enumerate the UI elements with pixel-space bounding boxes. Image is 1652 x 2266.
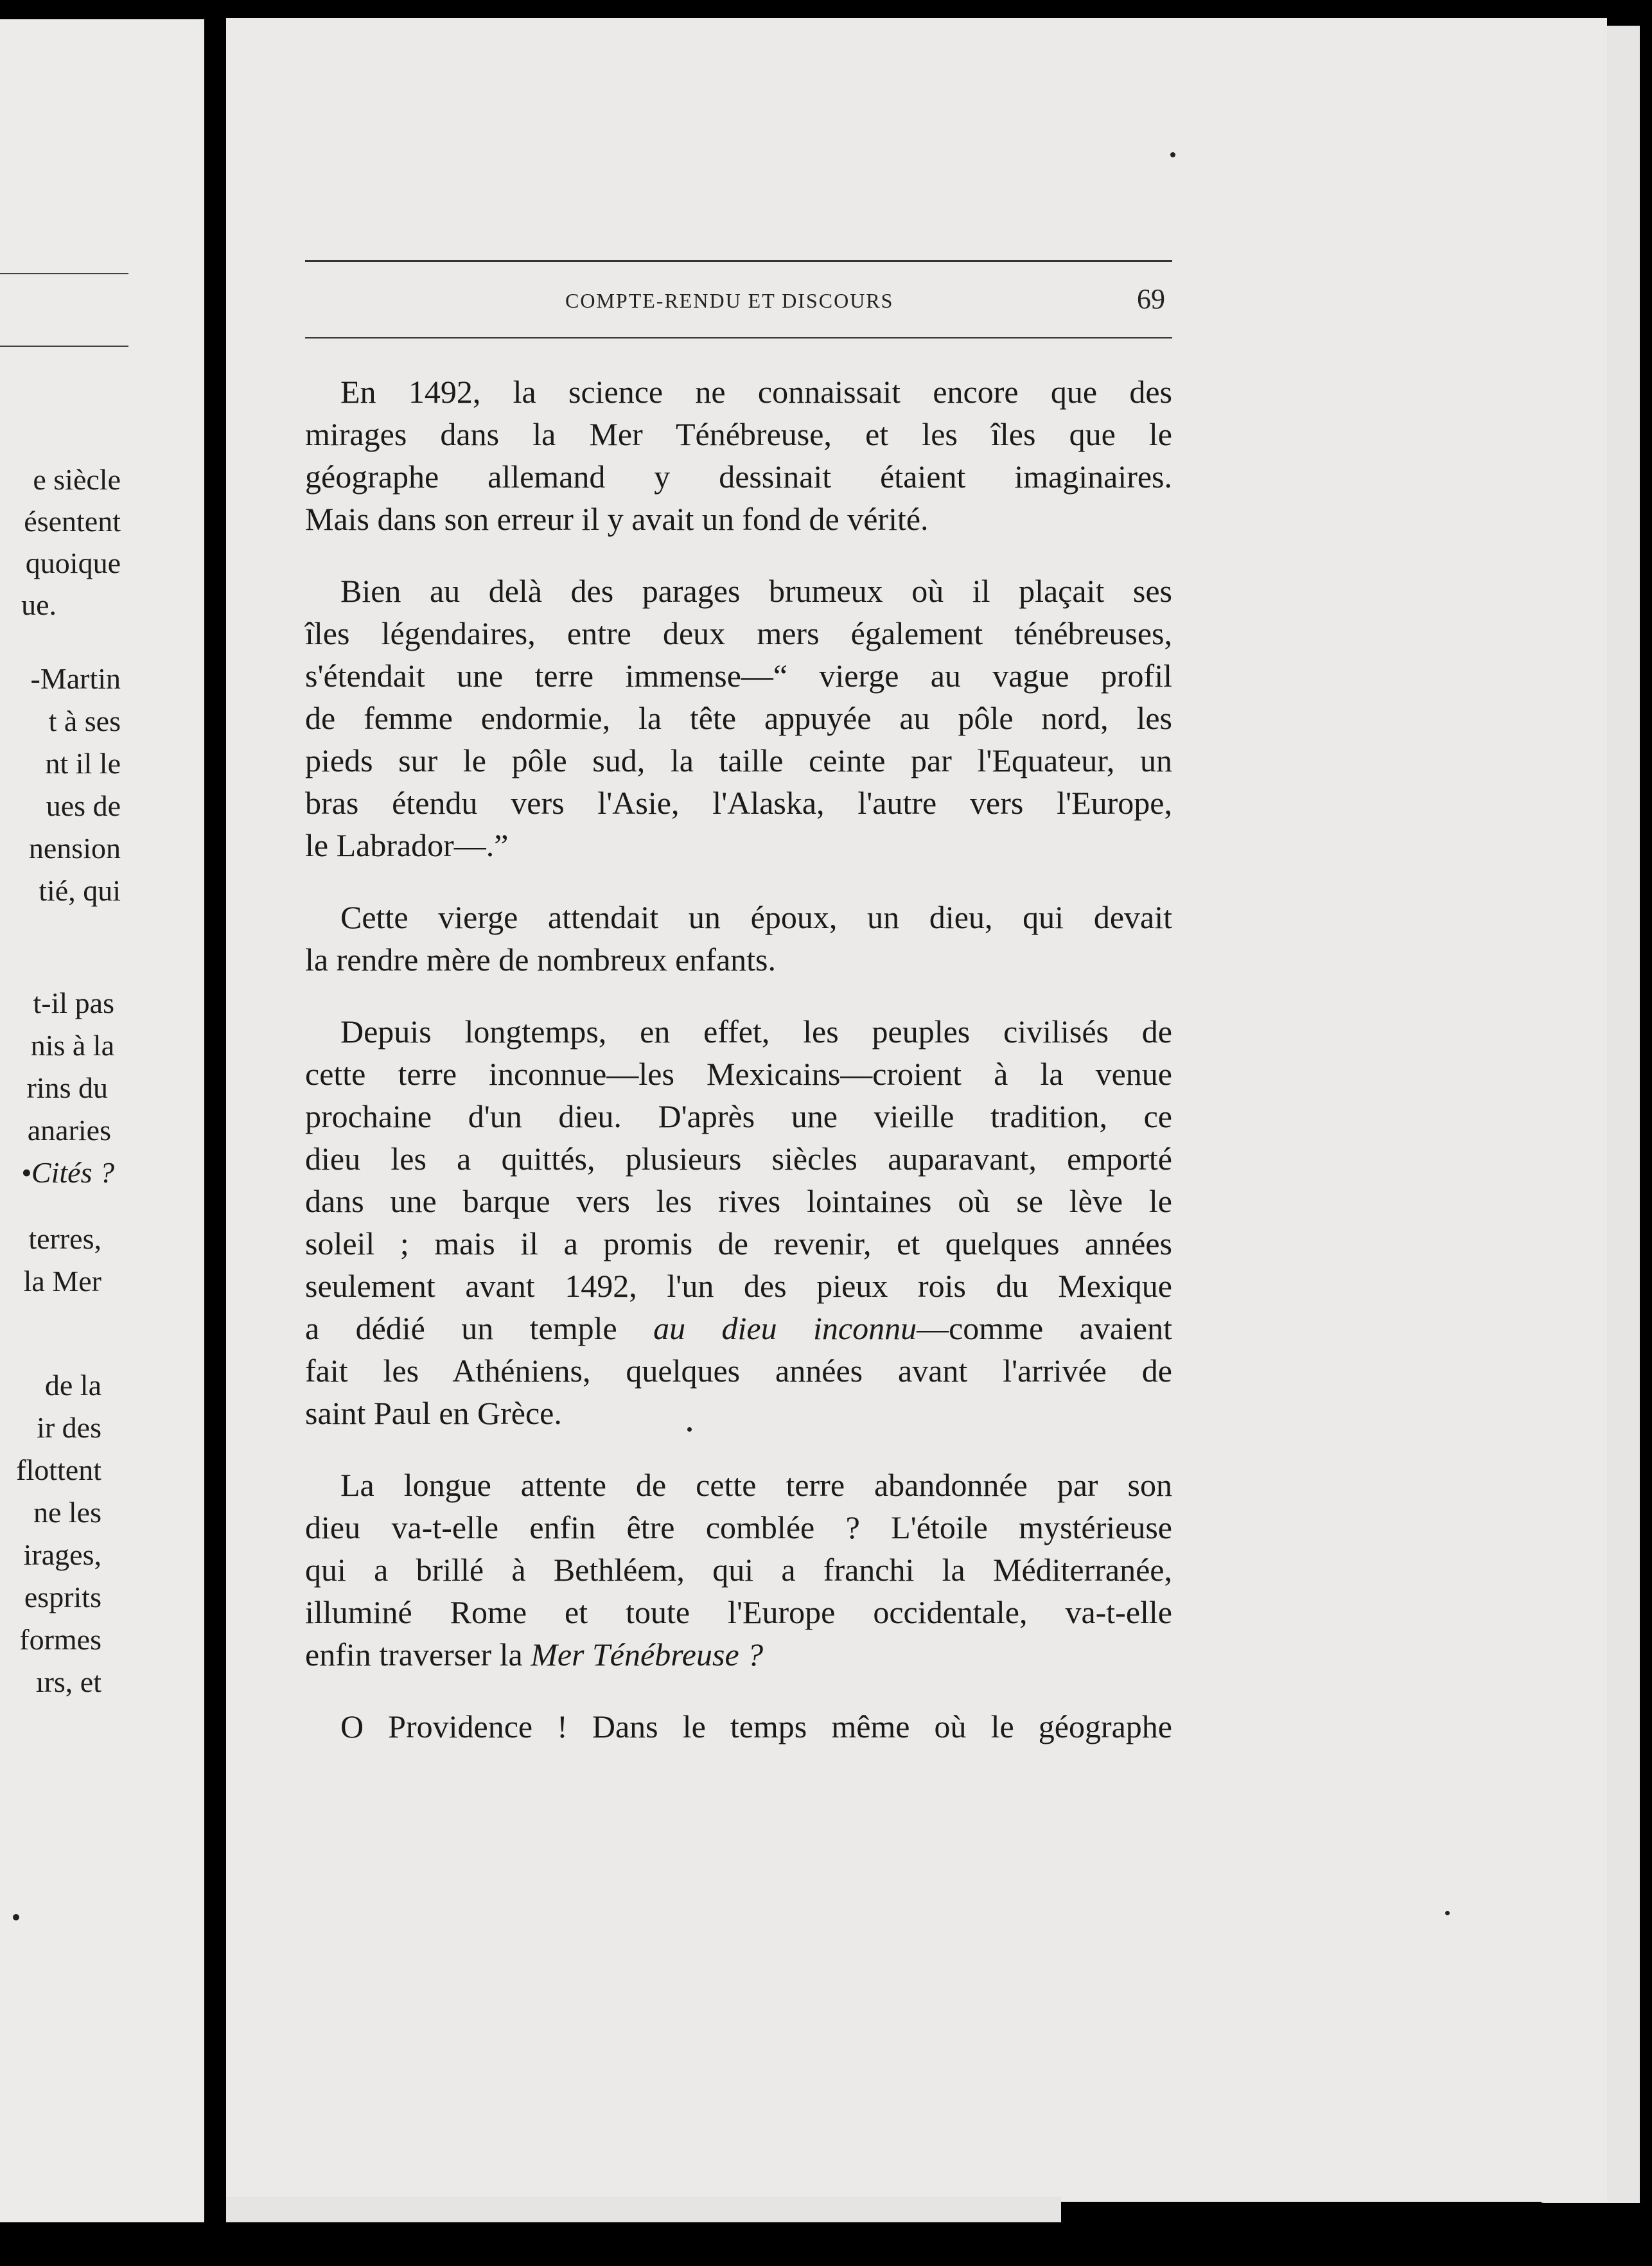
left-line: esprits [24, 1581, 101, 1613]
text-line: de femme endormie, la tête appuyée au pôle nord, les [305, 700, 1172, 736]
text-line: dans une barque vers les rives lointaines où se lève le [305, 1183, 1172, 1219]
text-line-with-italic [305, 1309, 1172, 1348]
italic-phrase: au dieu inconnu [653, 1310, 917, 1346]
text-line: mirages dans la Mer Ténébreuse, et les îles que le [305, 416, 1172, 452]
text-fragment: a dédié un temple [305, 1310, 654, 1346]
text-line: bras étendu vers l'Asie, l'Alaska, l'autre vers l'Europe, [305, 785, 1172, 821]
left-line: e siècle [33, 463, 121, 496]
text-line: s'étendait une terre immense—“ vierge au vague profil [305, 658, 1172, 694]
left-line: ues de [46, 789, 121, 822]
ink-speck [13, 1914, 19, 1920]
left-line: flottent [16, 1454, 101, 1486]
text-line: îles légendaires, entre deux mers également ténébreuses, [305, 615, 1172, 651]
text-line: fait les Athéniens, quelques années avant l'arrivée de [305, 1353, 1172, 1389]
running-head: COMPTE-RENDU ET DISCOURS [565, 289, 894, 312]
left-line: -Martin [30, 662, 121, 695]
ink-speck [687, 1427, 692, 1432]
left-line: ne les [33, 1496, 101, 1529]
text-line: la rendre mère de nombreux enfants. [305, 942, 777, 978]
text-line: dieu va-t-elle enfin être comblée ? L'étoile mystérieuse [305, 1509, 1172, 1545]
left-line: ir des [37, 1411, 101, 1444]
left-line: •Cités ? [21, 1156, 114, 1189]
left-line: nension [28, 832, 121, 865]
left-line: tié, qui [39, 874, 121, 907]
text-line: géographe allemand y dessinait étaient imaginaires. [305, 459, 1172, 495]
text-line-with-italic [305, 1635, 1172, 1674]
text-fragment: enfin traverser la [305, 1637, 531, 1673]
left-line: nis à la [30, 1029, 114, 1062]
text-line: Bien au delà des parages brumeux où il plaçait ses [340, 573, 1172, 609]
text-line: cette terre inconnue—les Mexicains—croient à la venue [305, 1056, 1172, 1092]
left-line: ırs, et [35, 1665, 101, 1698]
ink-speck [1445, 1911, 1450, 1915]
left-line: de la [44, 1369, 101, 1401]
text-line: Cette vierge attendait un époux, un dieu, qui devait [340, 899, 1172, 935]
text-line: illuminé Rome et toute l'Europe occidentale, va-t-elle [305, 1594, 1172, 1630]
text-line: O Providence ! Dans le temps même où le géographe [340, 1708, 1172, 1744]
header-rule-bottom [305, 337, 1172, 338]
left-page-rule-bottom [0, 346, 128, 347]
text-fragment: —comme avaient [917, 1310, 1173, 1346]
text-line: qui a brillé à Bethléem, qui a franchi la Méditerranée, [305, 1552, 1172, 1588]
left-line: ésentent [24, 505, 121, 538]
left-line: rins du [26, 1071, 108, 1104]
left-line: anaries [27, 1114, 111, 1146]
left-line: la Mer [23, 1265, 101, 1297]
text-line: saint Paul en Grèce. [305, 1395, 562, 1431]
text-line: seulement avant 1492, l'un des pieux rois du Mexique [305, 1268, 1172, 1304]
left-line: t à ses [48, 705, 121, 737]
text-line: En 1492, la science ne connaissait encore que des [340, 374, 1172, 410]
text-line: Depuis longtemps, en effet, les peuples civilisés de [340, 1014, 1172, 1050]
italic-phrase: Mer Ténébreuse ? [531, 1637, 764, 1673]
left-line: ue. [21, 588, 57, 621]
text-line: le Labrador—.” [305, 827, 509, 863]
text-line: soleil ; mais il a promis de revenir, et quelques années [305, 1225, 1172, 1261]
page-number: 69 [1137, 283, 1165, 315]
ink-speck [1170, 152, 1175, 157]
text-line: prochaine d'un dieu. D'après une vieille tradition, ce [305, 1098, 1172, 1134]
text-line: pieds sur le pôle sud, la taille ceinte par l'Equateur, un [305, 742, 1172, 778]
page-bottom-edge [226, 2197, 1061, 2222]
header-rule-top [305, 260, 1172, 262]
left-line: irages, [23, 1538, 101, 1571]
text-line: Mais dans son erreur il y avait un fond de vérité. [305, 501, 929, 537]
text-line: La longue attente de cette terre abandonnée par son [340, 1467, 1172, 1503]
text-line: dieu les a quittés, plusieurs siècles auparavant, emporté [305, 1141, 1172, 1177]
left-line: t-il pas [33, 987, 114, 1019]
left-line: terres, [28, 1222, 101, 1255]
left-line: nt il le [45, 747, 121, 780]
left-line: formes [19, 1623, 101, 1656]
left-facing-page [0, 19, 204, 2222]
left-line: quoique [25, 547, 121, 579]
left-page-rule-top [0, 273, 128, 274]
